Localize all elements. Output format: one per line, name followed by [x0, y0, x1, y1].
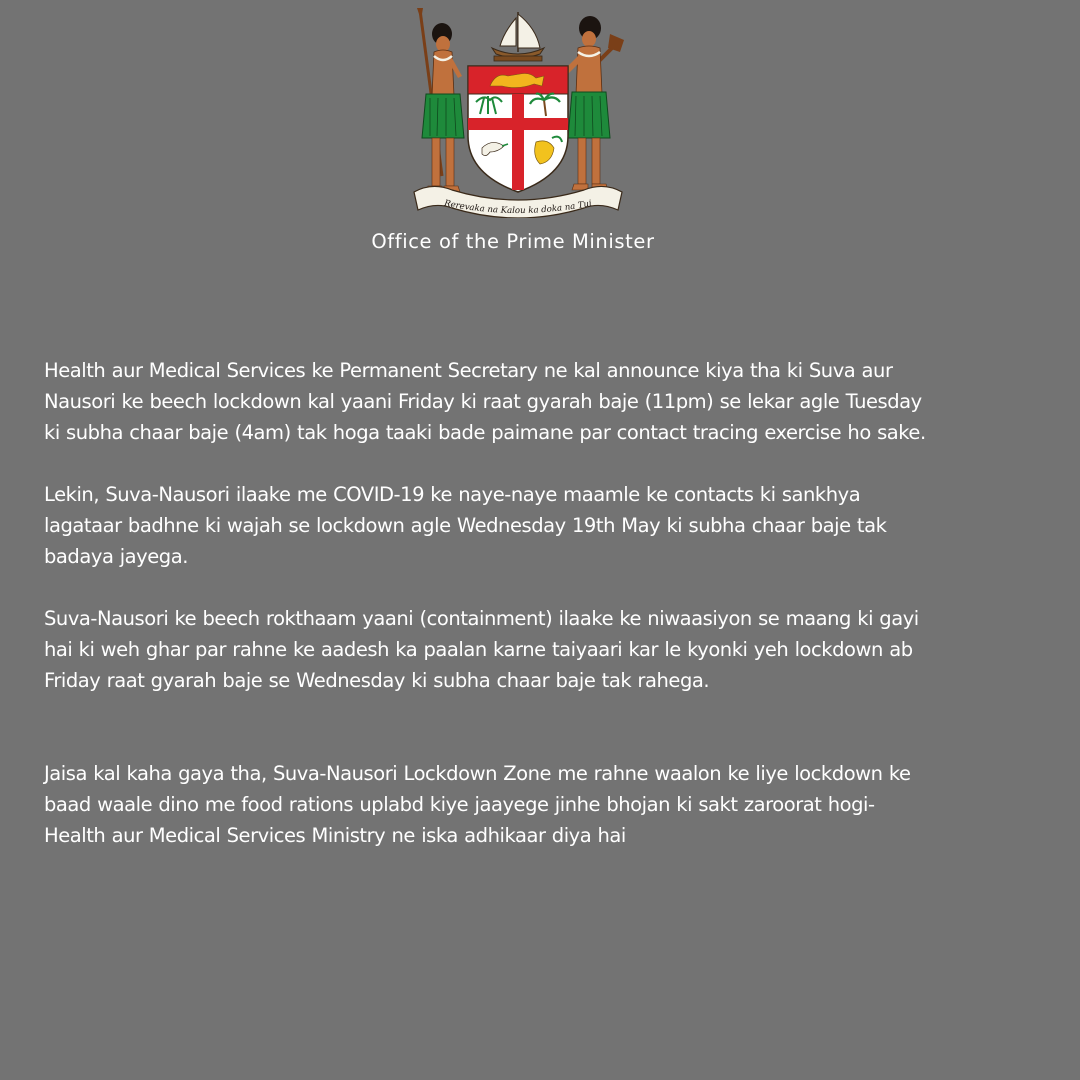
paragraph-1: [44, 355, 1044, 448]
canoe-crest-icon: [492, 12, 544, 61]
office-title: Office of the Prime Minister: [371, 230, 655, 253]
paragraph-4-line-3: Health aur Medical Services Ministry ne iska adhikaar diya hai: [44, 824, 626, 847]
paragraph-1-line-1: Health aur Medical Services ke Permanent Secretary ne kal announce kiya tha ki Suva aur: [44, 359, 893, 382]
paragraph-1-line-3: ki subha chaar baje (4am) tak hoga taaki bade paimane par contact tracing exercise ho sake.: [44, 421, 926, 444]
paragraph-4-line-2: baad waale dino me food rations uplabd kiye jaayege jinhe bhojan ki sakt zaroorat hogi-: [44, 793, 875, 816]
paragraph-1-line-2: Nausori ke beech lockdown kal yaani Friday ki raat gyarah baje (11pm) se lekar agle Tuesday: [44, 390, 922, 413]
motto-text: Rerevaka na Kalou ka doka na Tui: [443, 198, 593, 217]
paragraph-3-line-3: Friday raat gyarah baje se Wednesday ki subha chaar baje tak rahega.: [44, 669, 710, 692]
coat-of-arms-emblem: [412, 6, 624, 218]
right-warrior-icon: [564, 16, 624, 190]
paragraph-3-line-1: Suva-Nausori ke beech rokthaam yaani (containment) ilaake ke niwaasiyon se maang ki gayi: [44, 607, 919, 630]
paragraph-3: [44, 603, 1044, 696]
paragraph-2: [44, 479, 1044, 572]
paragraph-4: [44, 758, 1044, 851]
paragraph-spacer: [44, 696, 1044, 758]
paragraph-spacer: [44, 572, 1044, 603]
paragraph-2-line-2: lagataar badhne ki wajah se lockdown agle Wednesday 19th May ki subha chaar baje tak: [44, 514, 887, 537]
paragraph-3-line-2: hai ki weh ghar par rahne ke aadesh ka paalan karne taiyaari kar le kyonki yeh lockdown ab: [44, 638, 913, 661]
left-warrior-icon: [417, 8, 464, 192]
paragraph-4-line-1: Jaisa kal kaha gaya tha, Suva-Nausori Lockdown Zone me rahne waalon ke liye lockdown ke: [44, 762, 911, 785]
shield-icon: [468, 66, 568, 192]
paragraph-spacer: [44, 448, 1044, 479]
paragraph-2-line-1: Lekin, Suva-Nausori ilaake me COVID-19 ke naye-naye maamle ke contacts ki sankhya: [44, 483, 861, 506]
announcement-body: [44, 355, 1044, 851]
paragraph-2-line-3: badaya jayega.: [44, 545, 188, 568]
